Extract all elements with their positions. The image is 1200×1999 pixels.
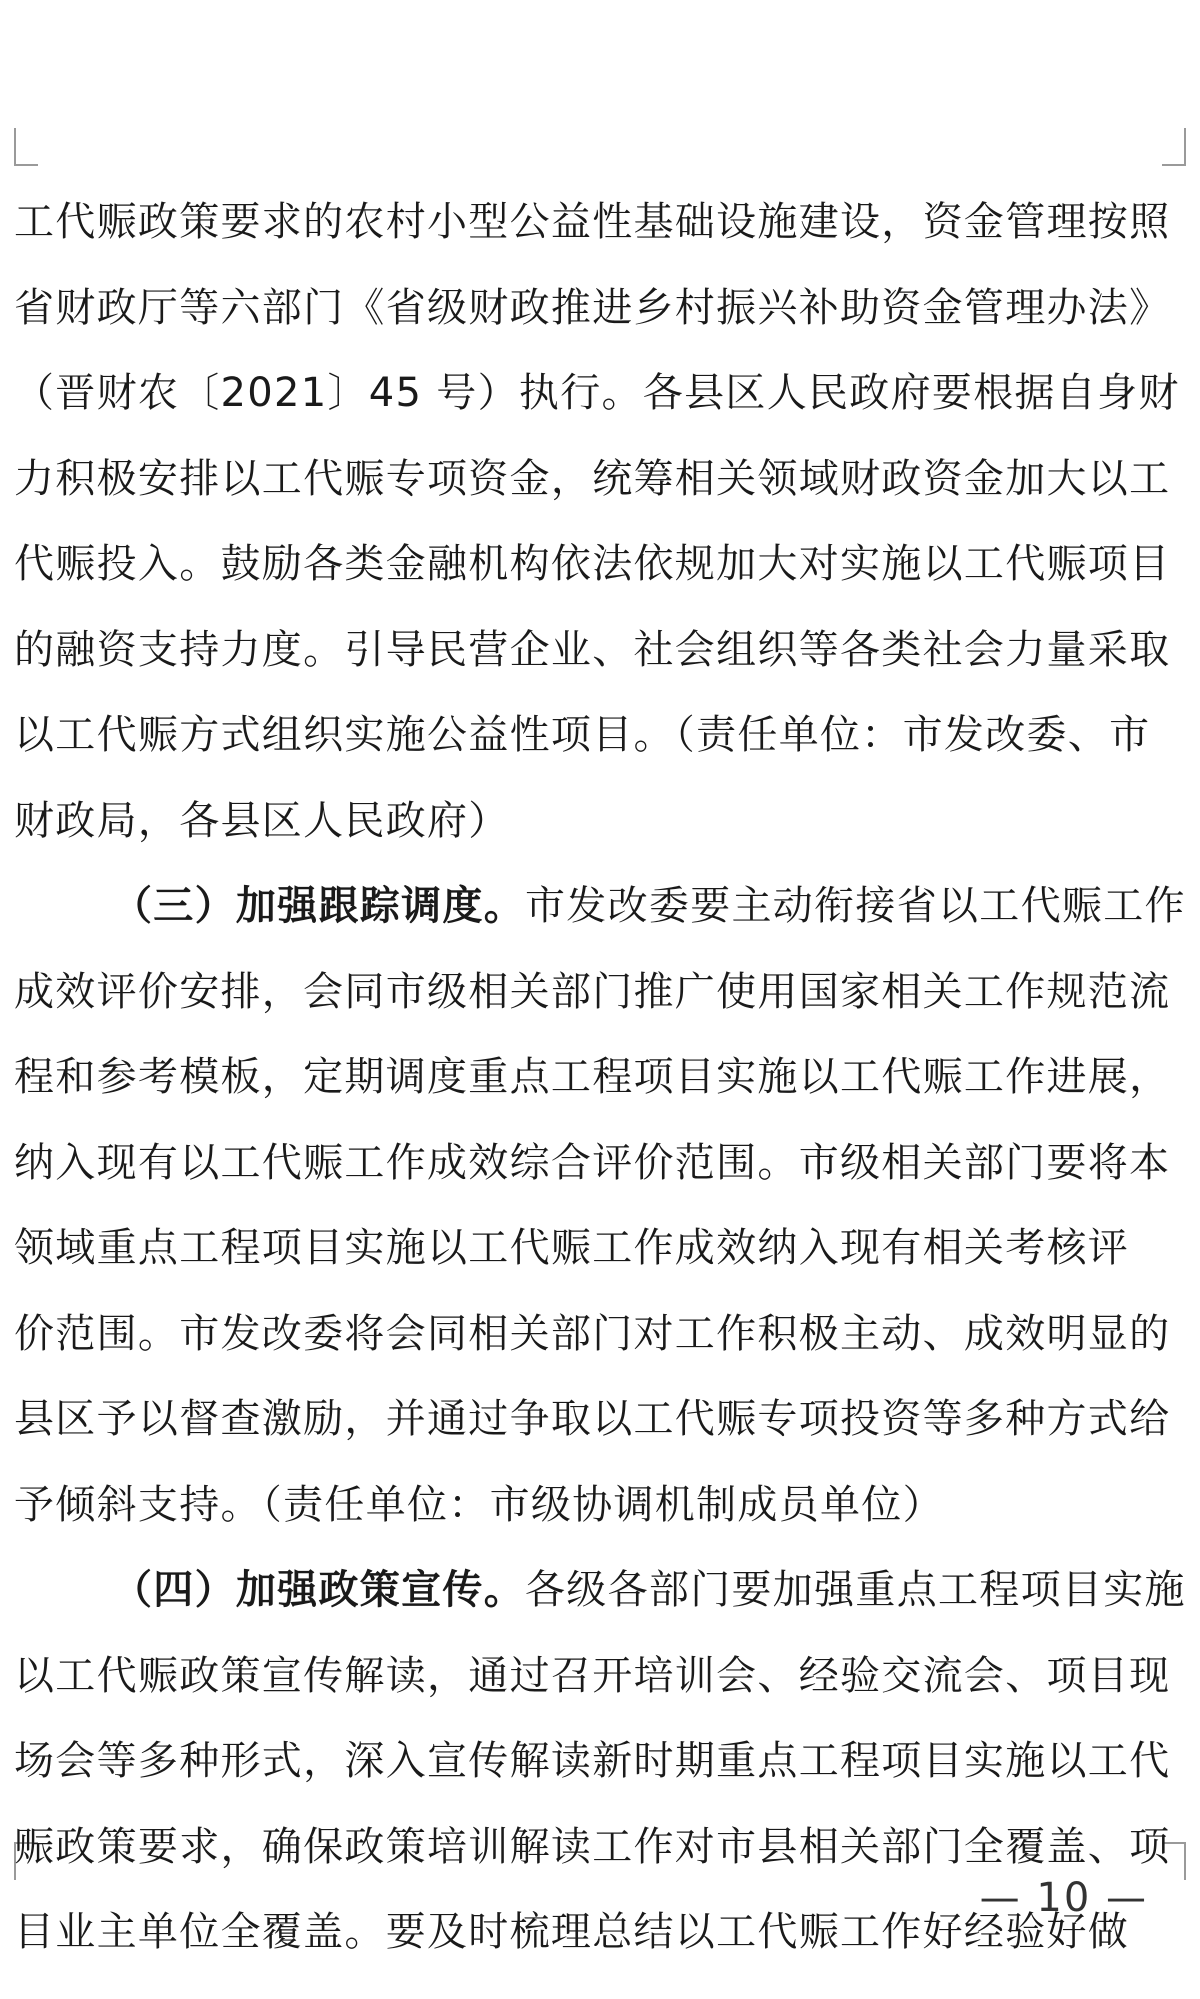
text-line — [14, 864, 1186, 950]
text-line: 力积极安排以工代赈专项资金，统筹相关领域财政资金加大以工 — [14, 455, 1171, 502]
text-line: 纳入现有以工代赈工作成效综合评价范围。市级相关部门要将本 — [14, 1139, 1171, 1186]
text-line: 成效评价安排，会同市级相关部门推广使用国家相关工作规范流 — [14, 968, 1171, 1015]
text-line: 程和参考模板，定期调度重点工程项目实施以工代赈工作进展， — [14, 1054, 1171, 1100]
text-line: 工代赈政策要求的农村小型公益性基础设施建设，资金管理按照 — [14, 199, 1171, 245]
text-line: 以工代赈方式组织实施公益性项目。（责任单位：市发改委、市 — [14, 712, 1151, 758]
text-run: 市发改委要主动衔接省以工代赈工作 — [525, 883, 1186, 929]
text-line: 领域重点工程项目实施以工代赈工作成效纳入现有相关考核评 — [14, 1225, 1130, 1271]
paragraph-tracking — [14, 864, 1186, 1548]
text-line: 目业主单位全覆盖。要及时梳理总结以工代赈工作好经验好做 — [14, 1909, 1130, 1955]
text-line: 的融资支持力度。引导民营企业、社会组织等各类社会力量采取 — [14, 626, 1171, 673]
text-line: 以工代赈政策宣传解读，通过召开培训会、经验交流会、项目现 — [14, 1652, 1171, 1699]
section-heading-three: （三）加强跟踪调度。 — [112, 883, 525, 929]
section-heading-four: （四）加强政策宣传。 — [112, 1567, 525, 1613]
page-number: — 10 — — [979, 1875, 1148, 1921]
text-line: 县区予以督查激励，并通过争取以工代赈专项投资等多种方式给 — [14, 1396, 1171, 1442]
text-line: 财政局，各县区人民政府） — [14, 797, 510, 844]
text-line: 予倾斜支持。（责任单位：市级协调机制成员单位） — [14, 1481, 944, 1528]
text-line: 省财政厅等六部门《省级财政推进乡村振兴补助资金管理办法》 — [14, 284, 1171, 331]
text-line: 代赈投入。鼓励各类金融机构依法依规加大对实施以工代赈项目 — [14, 541, 1171, 587]
document-body — [14, 180, 1186, 1976]
text-line: 价范围。市发改委将会同相关部门对工作积极主动、成效明显的 — [14, 1310, 1171, 1357]
text-line — [14, 1548, 1186, 1634]
text-line: 赈政策要求，确保政策培训解读工作对市县相关部门全覆盖、项 — [14, 1823, 1171, 1870]
text-line: 场会等多种形式，深入宣传解读新时期重点工程项目实施以工代 — [14, 1738, 1171, 1784]
text-run: 各级各部门要加强重点工程项目实施 — [525, 1567, 1186, 1613]
text-line: （晋财农〔2021〕45 号）执行。各县区人民政府要根据自身财 — [14, 370, 1180, 416]
paragraph-funding — [14, 180, 1186, 864]
crop-mark-top-left — [14, 128, 38, 166]
crop-mark-top-right — [1162, 128, 1186, 166]
